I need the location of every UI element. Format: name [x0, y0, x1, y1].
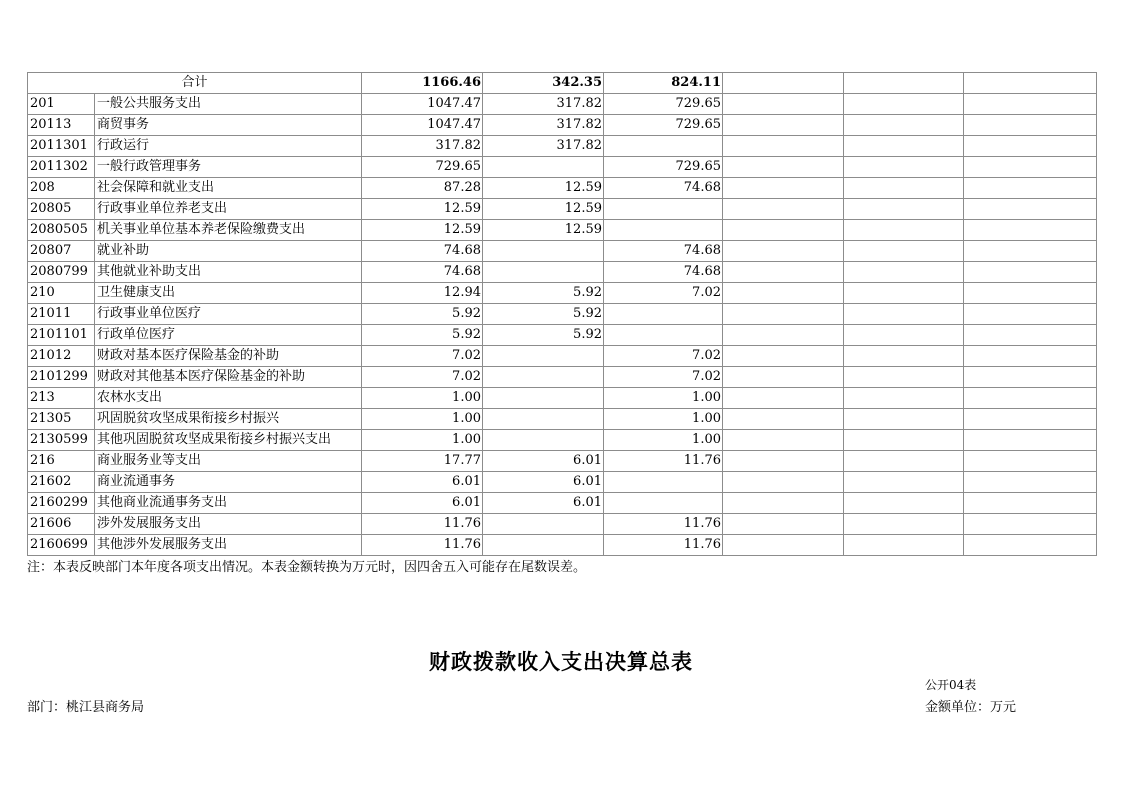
empty-cell: [964, 409, 1097, 430]
empty-cell: [723, 283, 844, 304]
item-name: 行政事业单位医疗: [95, 304, 362, 325]
empty-cell: [723, 199, 844, 220]
value-3: 729.65: [604, 115, 723, 136]
total-row: [28, 73, 1097, 94]
table-row: [28, 262, 1097, 283]
value-1: 6.01: [362, 493, 483, 514]
empty-cell: [723, 325, 844, 346]
empty-cell: [723, 472, 844, 493]
value-2: 12.59: [483, 178, 604, 199]
value-3: 74.68: [604, 178, 723, 199]
value-1: 17.77: [362, 451, 483, 472]
item-name: 农林水支出: [95, 388, 362, 409]
empty-cell: [844, 472, 964, 493]
item-code: 21602: [28, 472, 95, 493]
table-row: [28, 220, 1097, 241]
table-row: [28, 388, 1097, 409]
empty-cell: [844, 178, 964, 199]
value-3: 729.65: [604, 157, 723, 178]
item-name: 一般公共服务支出: [95, 94, 362, 115]
empty-cell: [723, 157, 844, 178]
empty-cell: [844, 304, 964, 325]
table-row: [28, 241, 1097, 262]
value-3: 11.76: [604, 514, 723, 535]
value-1: 74.68: [362, 262, 483, 283]
empty-cell: [964, 94, 1097, 115]
value-2: [483, 409, 604, 430]
item-code: 20805: [28, 199, 95, 220]
value-3: 11.76: [604, 535, 723, 556]
table-row: [28, 409, 1097, 430]
item-code: 2011301: [28, 136, 95, 157]
empty-cell: [844, 241, 964, 262]
value-1: 5.92: [362, 325, 483, 346]
value-3: [604, 304, 723, 325]
value-1: 7.02: [362, 346, 483, 367]
value-1: 12.94: [362, 283, 483, 304]
empty-cell: [964, 199, 1097, 220]
empty-cell: [844, 73, 964, 94]
item-name: 行政单位医疗: [95, 325, 362, 346]
empty-cell: [844, 430, 964, 451]
amount-unit-label: 金额单位：万元: [925, 700, 1017, 715]
empty-cell: [844, 136, 964, 157]
empty-cell: [844, 325, 964, 346]
item-name: 一般行政管理事务: [95, 157, 362, 178]
empty-cell: [964, 262, 1097, 283]
table-row: [28, 451, 1097, 472]
value-2: 5.92: [483, 304, 604, 325]
value-2: [483, 346, 604, 367]
value-1: 1.00: [362, 409, 483, 430]
value-3: [604, 136, 723, 157]
total-value-3: 824.11: [604, 73, 723, 94]
empty-cell: [964, 367, 1097, 388]
value-3: 1.00: [604, 409, 723, 430]
value-1: 317.82: [362, 136, 483, 157]
value-2: 5.92: [483, 325, 604, 346]
item-name: 就业补助: [95, 241, 362, 262]
item-name: 巩固脱贫攻坚成果衔接乡村振兴: [95, 409, 362, 430]
value-3: [604, 325, 723, 346]
value-3: 1.00: [604, 430, 723, 451]
empty-cell: [723, 346, 844, 367]
value-2: [483, 367, 604, 388]
empty-cell: [844, 451, 964, 472]
item-name: 其他商业流通事务支出: [95, 493, 362, 514]
empty-cell: [964, 220, 1097, 241]
empty-cell: [844, 262, 964, 283]
empty-cell: [964, 535, 1097, 556]
empty-cell: [964, 178, 1097, 199]
item-code: 2130599: [28, 430, 95, 451]
table-row: [28, 136, 1097, 157]
item-name: 机关事业单位基本养老保险缴费支出: [95, 220, 362, 241]
item-name: 商贸事务: [95, 115, 362, 136]
item-code: 210: [28, 283, 95, 304]
next-table-title: 财政拨款收入支出决算总表: [429, 649, 693, 674]
empty-cell: [964, 346, 1097, 367]
value-1: 6.01: [362, 472, 483, 493]
table-row: [28, 115, 1097, 136]
empty-cell: [723, 220, 844, 241]
empty-cell: [964, 157, 1097, 178]
empty-cell: [723, 73, 844, 94]
empty-cell: [723, 115, 844, 136]
empty-cell: [844, 94, 964, 115]
table-row: [28, 178, 1097, 199]
table-row: [28, 325, 1097, 346]
value-2: [483, 262, 604, 283]
item-name: 卫生健康支出: [95, 283, 362, 304]
value-3: 729.65: [604, 94, 723, 115]
value-3: 74.68: [604, 262, 723, 283]
empty-cell: [723, 514, 844, 535]
value-2: [483, 535, 604, 556]
empty-cell: [844, 199, 964, 220]
total-value-2: 342.35: [483, 73, 604, 94]
empty-cell: [964, 115, 1097, 136]
empty-cell: [964, 514, 1097, 535]
item-code: 2101101: [28, 325, 95, 346]
value-3: [604, 199, 723, 220]
value-1: 74.68: [362, 241, 483, 262]
expenditure-table: [27, 72, 1097, 556]
empty-cell: [844, 514, 964, 535]
item-code: 21606: [28, 514, 95, 535]
item-code: 2160299: [28, 493, 95, 514]
department-label: 部门：桃江县商务局: [27, 700, 145, 715]
empty-cell: [844, 346, 964, 367]
item-name: 财政对其他基本医疗保险基金的补助: [95, 367, 362, 388]
value-1: 1.00: [362, 430, 483, 451]
empty-cell: [844, 493, 964, 514]
table-row: [28, 304, 1097, 325]
empty-cell: [844, 388, 964, 409]
empty-cell: [964, 136, 1097, 157]
value-3: 7.02: [604, 283, 723, 304]
value-3: 74.68: [604, 241, 723, 262]
empty-cell: [964, 241, 1097, 262]
value-1: 7.02: [362, 367, 483, 388]
value-2: 6.01: [483, 472, 604, 493]
item-code: 201: [28, 94, 95, 115]
value-1: 11.76: [362, 514, 483, 535]
value-2: 12.59: [483, 220, 604, 241]
empty-cell: [723, 535, 844, 556]
value-1: 87.28: [362, 178, 483, 199]
empty-cell: [964, 451, 1097, 472]
empty-cell: [844, 283, 964, 304]
empty-cell: [844, 367, 964, 388]
item-code: 21011: [28, 304, 95, 325]
table-row: [28, 493, 1097, 514]
empty-cell: [844, 409, 964, 430]
table-row: [28, 430, 1097, 451]
empty-cell: [964, 304, 1097, 325]
empty-cell: [723, 94, 844, 115]
value-2: [483, 430, 604, 451]
empty-cell: [723, 388, 844, 409]
empty-cell: [964, 472, 1097, 493]
item-code: 21305: [28, 409, 95, 430]
item-name: 行政运行: [95, 136, 362, 157]
item-code: 2011302: [28, 157, 95, 178]
empty-cell: [964, 493, 1097, 514]
table-note: 注：本表反映部门本年度各项支出情况。本表金额转换为万元时，因四舍五入可能存在尾数误差。: [27, 560, 587, 575]
value-3: 11.76: [604, 451, 723, 472]
item-code: 2160699: [28, 535, 95, 556]
item-code: 208: [28, 178, 95, 199]
value-3: [604, 220, 723, 241]
empty-cell: [964, 283, 1097, 304]
item-name: 社会保障和就业支出: [95, 178, 362, 199]
table-row: [28, 157, 1097, 178]
empty-cell: [964, 325, 1097, 346]
table-row: [28, 199, 1097, 220]
value-3: [604, 472, 723, 493]
item-name: 其他巩固脱贫攻坚成果衔接乡村振兴支出: [95, 430, 362, 451]
value-1: 729.65: [362, 157, 483, 178]
item-name: 其他涉外发展服务支出: [95, 535, 362, 556]
form-number: 公开04表: [925, 678, 977, 692]
value-2: [483, 157, 604, 178]
empty-cell: [723, 304, 844, 325]
value-2: 317.82: [483, 115, 604, 136]
empty-cell: [723, 430, 844, 451]
empty-cell: [964, 388, 1097, 409]
value-3: 1.00: [604, 388, 723, 409]
value-3: 7.02: [604, 367, 723, 388]
item-name: 行政事业单位养老支出: [95, 199, 362, 220]
table-row: [28, 367, 1097, 388]
table-row: [28, 283, 1097, 304]
item-code: 213: [28, 388, 95, 409]
total-value-1: 1166.46: [362, 73, 483, 94]
item-code: 2101299: [28, 367, 95, 388]
value-2: [483, 388, 604, 409]
item-code: 2080505: [28, 220, 95, 241]
value-2: 12.59: [483, 199, 604, 220]
empty-cell: [723, 241, 844, 262]
item-name: 商业服务业等支出: [95, 451, 362, 472]
total-label: 合计: [28, 73, 362, 94]
value-2: [483, 514, 604, 535]
empty-cell: [723, 262, 844, 283]
value-2: [483, 241, 604, 262]
value-2: 6.01: [483, 451, 604, 472]
empty-cell: [723, 136, 844, 157]
item-code: 216: [28, 451, 95, 472]
value-1: 5.92: [362, 304, 483, 325]
value-1: 1.00: [362, 388, 483, 409]
table-row: [28, 535, 1097, 556]
table-row: [28, 514, 1097, 535]
value-1: 12.59: [362, 199, 483, 220]
empty-cell: [723, 367, 844, 388]
empty-cell: [844, 535, 964, 556]
value-2: 317.82: [483, 94, 604, 115]
value-2: 5.92: [483, 283, 604, 304]
value-1: 1047.47: [362, 94, 483, 115]
table-row: [28, 472, 1097, 493]
empty-cell: [723, 178, 844, 199]
table-row: [28, 346, 1097, 367]
empty-cell: [964, 430, 1097, 451]
value-1: 11.76: [362, 535, 483, 556]
item-code: 20807: [28, 241, 95, 262]
value-2: 6.01: [483, 493, 604, 514]
empty-cell: [964, 73, 1097, 94]
value-2: 317.82: [483, 136, 604, 157]
item-name: 涉外发展服务支出: [95, 514, 362, 535]
value-1: 1047.47: [362, 115, 483, 136]
item-name: 其他就业补助支出: [95, 262, 362, 283]
table-row: [28, 94, 1097, 115]
empty-cell: [844, 157, 964, 178]
item-code: 20113: [28, 115, 95, 136]
empty-cell: [844, 115, 964, 136]
value-3: 7.02: [604, 346, 723, 367]
value-1: 12.59: [362, 220, 483, 241]
value-3: [604, 493, 723, 514]
empty-cell: [844, 220, 964, 241]
empty-cell: [723, 409, 844, 430]
item-code: 21012: [28, 346, 95, 367]
item-name: 财政对基本医疗保险基金的补助: [95, 346, 362, 367]
item-name: 商业流通事务: [95, 472, 362, 493]
item-code: 2080799: [28, 262, 95, 283]
empty-cell: [723, 451, 844, 472]
empty-cell: [723, 493, 844, 514]
